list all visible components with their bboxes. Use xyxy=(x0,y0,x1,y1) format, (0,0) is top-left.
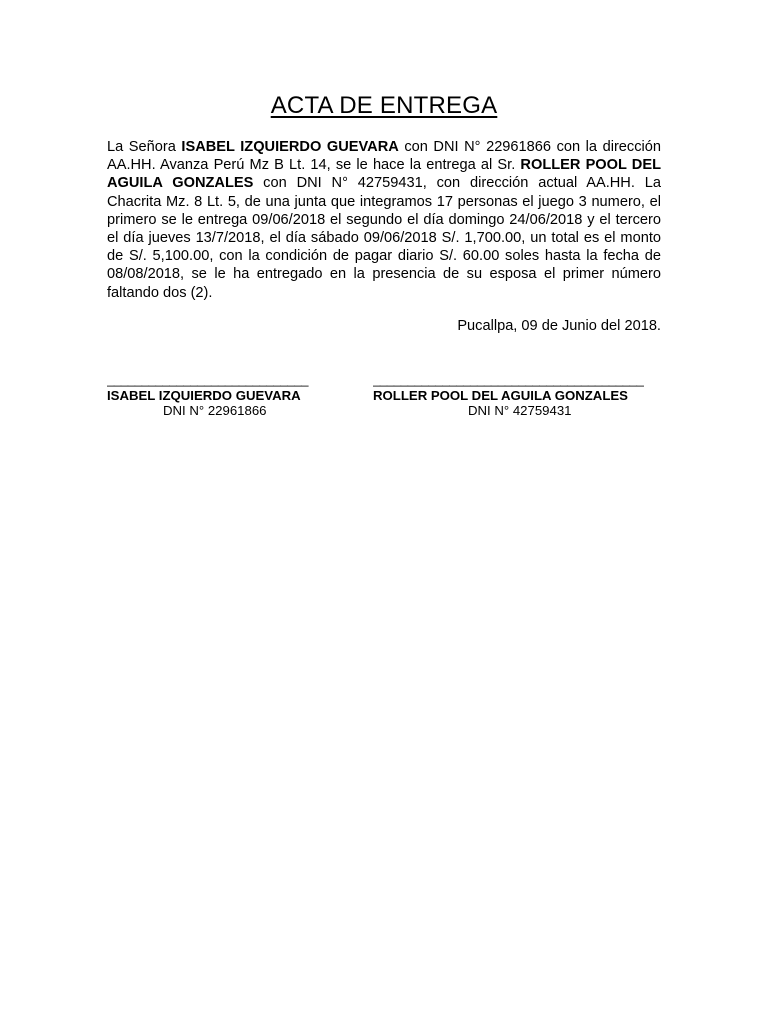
signer-dni: DNI N° 42759431 xyxy=(468,403,572,418)
signature-block-left xyxy=(107,372,327,418)
signer-dni: DNI N° 22961866 xyxy=(163,403,267,418)
body-text-intro: La Señora xyxy=(107,139,182,155)
signature-line: _______________________________________ xyxy=(373,372,644,387)
body-paragraph xyxy=(107,138,661,302)
document-title: ACTA DE ENTREGA xyxy=(270,92,498,119)
signature-block-right xyxy=(373,372,663,418)
signer-name: ISABEL IZQUIERDO GUEVARA xyxy=(107,388,301,403)
body-text-middle: con DNI N° 22961866 con la dirección AA.HH. Avanza Perú Mz B Lt. 14, se le hace la entrega al Sr. xyxy=(107,139,661,174)
place-date: Pucallpa, 09 de Junio del 2018. xyxy=(457,318,661,334)
signature-line: _____________________________ xyxy=(107,372,309,387)
party-name-1: ISABEL IZQUIERDO GUEVARA xyxy=(181,139,399,155)
body-text-details: con DNI N° 42759431, con dirección actual AA.HH. La Chacrita Mz. 8 Lt. 5, de una junta que integramos 17 personas el juego 3 numero, el primero se le entrega 09/06/2018 el segundo el día domingo 24/06/2018 y el tercero el día jueves 13/7/2018, el día sábado 09/06/2018 S/. 1,700.00, un total es el monto de S/. 5,100.00, con la condición de pagar diario S/. 60.00 soles hasta la fecha de 08/08/2018, se le ha entregado en la presencia de su esposa el primer número faltando dos (2). xyxy=(107,175,661,301)
party-name-2: ROLLER POOL DEL AGUILA GONZALES xyxy=(107,157,661,192)
signer-name: ROLLER POOL DEL AGUILA GONZALES xyxy=(373,388,628,403)
